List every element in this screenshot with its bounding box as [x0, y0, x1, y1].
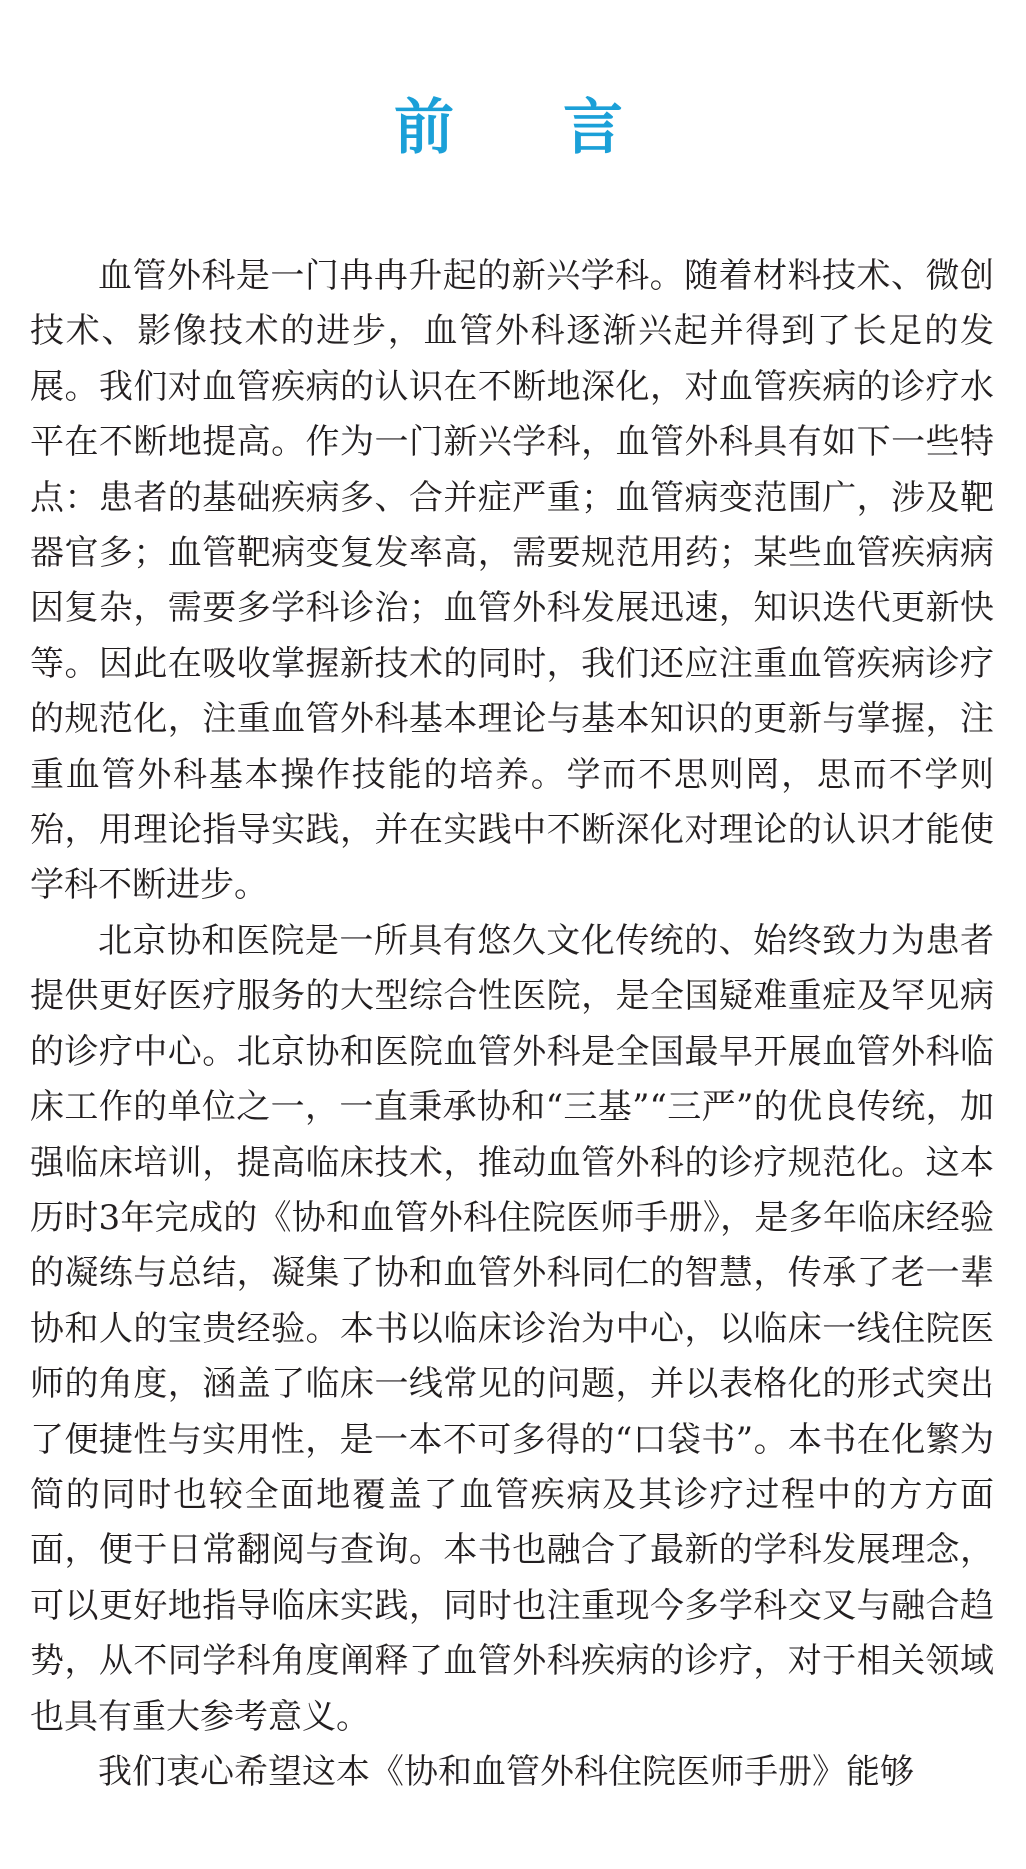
paragraph-1: 血管外科是一门冉冉升起的新兴学科。随着材料技术、微创技术、影像技术的进步，血管外科逐渐兴起并得到了长足的发展。我们对血管疾病的认识在不断地深化，对血管疾病的诊疗水平在不断地提高。作为一门新兴学科，血管外科具有如下一些特点：患者的基础疾病多、合并症严重；血管病变范围广，涉及靶器官多；血管靶病变复发率高，需要规范用药；某些血管疾病病因复杂，需要多学科诊治；血管外科发展迅速，知识迭代更新快等。因此在吸收掌握新技术的同时，我们还应注重血管疾病诊疗的规范化，注重血管外科基本理论与基本知识的更新与掌握，注重血管外科基本操作技能的培养。学而不思则罔，思而不学则殆，用理论指导实践，并在实践中不断深化对理论的认识才能使学科不断进步。	[30, 256, 994, 906]
page-title	[0, 88, 1026, 168]
title-char-2: 言	[563, 93, 632, 163]
preface-body	[30, 249, 994, 1800]
paragraph-3: 我们衷心希望这本《协和血管外科住院医师手册》能够	[98, 1751, 914, 1792]
paragraph-2: 北京协和医院是一所具有悠久文化传统的、始终致力为患者提供更好医疗服务的大型综合性医院，是全国疑难重症及罕见病的诊疗中心。北京协和医院血管外科是全国最早开展血管外科临床工作的单位之一，一直秉承协和“三基”“三严”的优良传统，加强临床培训，提高临床技术，推动血管外科的诊疗规范化。这本历时3年完成的《协和血管外科住院医师手册》，是多年临床经验的凝练与总结，凝集了协和血管外科同仁的智慧，传承了老一辈协和人的宝贵经验。本书以临床诊治为中心，以临床一线住院医师的角度，涵盖了临床一线常见的问题，并以表格化的形式突出了便捷性与实用性，是一本不可多得的“口袋书”。本书在化繁为简的同时也较全面地覆盖了血管疾病及其诊疗过程中的方方面面，便于日常翻阅与查询。本书也融合了最新的学科发展理念，可以更好地指导临床实践，同时也注重现今多学科交叉与融合趋势，从不同学科角度阐释了血管外科疾病的诊疗，对于相关领域也具有重大参考意义。	[30, 920, 994, 1737]
title-char-1: 前	[394, 93, 463, 163]
